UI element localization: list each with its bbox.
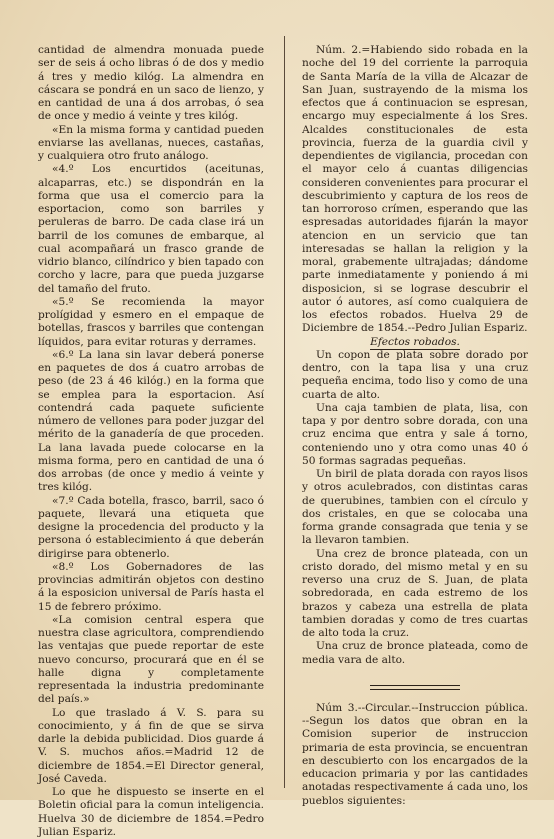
notice-2: Núm. 2.=Habiendo sido robada en la noche del 19 del corriente la parroquia de Santa María de la villa de Alcazar de San Juan, sustrayendo de la misma los efectos que á continuacion se espresan, encargo muy especialmente á los Sres. Alcaldes constitucionales de esta provincia, fuerza de la guardia civil y dependientes de vigilancia, procedan con el mayor celo á cuantas diligencias consideren convenientes para procurar el descubrimiento y captura de los reos de tan horroroso crímen, esperando que las espresadas autoridades fijarán la mayor atencion en un servicio que tan interesadas se hallan la religion y la moral, grabemente ultrajadas; dándome parte inmediatamente y poniendo á mi disposicion, si se lograse descubrir el autor ó autores, así como cualquiera de los efectos robados. Huelva 29 de Diciembre de 1854.--Pedro Julian Espariz. — [302, 44, 528, 335]
paragraph: «7.º Cada botella, frasco, barril, saco ó paquete, llevará una etiqueta que designe la procedencia del producto y la persona ó establecimiento á que deberán dirigirse para obtenerlo. — [38, 494, 264, 560]
stolen-item: Una cruz de bronce plateada, como de media vara de alto. — [302, 640, 528, 666]
stolen-item: Un copon de plata sobre dorado por dentro, con la tapa lisa y una cruz pequeña encima, todo liso y como de una cuarta de alto. — [302, 348, 528, 401]
stolen-item: Una crez de bronce plateada, con un cristo dorado, del mismo metal y en su reverso una cruz de S. Juan, de plata sobredorada, en cada estremo de los brazos y cabeza una estrella de plata tambien doradas y como de tres cuartas de alto toda la cruz. — [302, 547, 528, 639]
paragraph: «6.º La lana sin lavar deberá ponerse en paquetes de dos á cuatro arrobas de peso (de 23 á 46 kilóg.) en la forma que se emplea para la esportacion. Así contendrá cada paquete suficiente número de vellones para poder juzgar del mérito de la ganadería de que proceden. La lana lavada puede colocarse en la misma forma, pero en cantidad de una ó dos arrobas (de once y medio á veinte y tres kilóg. — [38, 348, 264, 494]
paragraph: «5.º Se recomienda la mayor prolígidad y esmero en el empaque de botellas, frascos y barriles que contengan líquidos, para evitar roturas y derrames. — [38, 295, 264, 348]
stolen-item: Un biril de plata dorada con rayos lisos y otros aculebrados, con distintas caras de querubines, tambien con el círculo y dos cristales, en que se colocaba una forma grande consagrada que tenia y se la llevaron tambien. — [302, 468, 528, 547]
notice-3: Núm 3.--Circular.--Instruccion pública. --Segun los datos que obran en la Comision superior de instruccion primaria de esta provincia, se encuentran en descubierto con los encargados de la educacion primaria y por las cantidades anotadas respectivamente á cada uno, los pueblos siguientes: — [302, 701, 528, 807]
paragraph: «La comision central espera que nuestra clase agricultora, comprendiendo las ventajas que puede reportar de este nuevo concurso, procurará que en él se halle digna y completamente representada la industria predominante del país.» — [38, 613, 264, 706]
column-divider — [284, 36, 285, 788]
stolen-item: Una caja tambien de plata, lisa, con tapa y por dentro sobre dorada, con una cruz encima que entra y sale á torno, conteniendo uno y otra como unas 40 ó 50 formas sagradas pequeñas. — [302, 401, 528, 467]
section-rule — [370, 685, 460, 690]
paragraph: «En la misma forma y cantidad pueden enviarse las avellanas, nueces, castañas, y cualquiera otro fruto análogo. — [38, 123, 264, 162]
heading-text: Efectos robados. — [370, 335, 460, 348]
left-column — [38, 44, 264, 839]
paragraph: cantidad de almendra monuada puede ser de seis á ocho libras ó de dos y medio á tres y medio kilóg. La almendra en cáscara se pondrá en un saco de lienzo, y en cantidad de una á dos arrobas, ó sea de once y medio á veinte y tres kilóg. — [38, 44, 264, 123]
paragraph: Lo que he dispuesto se inserte en el Boletin oficial para la comun inteligencia. Huelva 30 de diciembre de 1854.=Pedro Julian Espariz. — [38, 786, 264, 838]
paragraph: «8.º Los Gobernadores de las provincias admitirán objetos con destino á la esposicion universal de París hasta el 15 de febrero próximo. — [38, 560, 264, 613]
paragraph: «4.º Los encurtidos (aceitunas, alcaparras, etc.) se dispondrán en la forma que usa el comercio para la esportacion, como son barriles y peruleras de barro. De cada clase irá un barril de los comunes de embarque, al cual acompañará un frasco grande de vidrio blanco, cilíndrico y bien tapado con corcho y lacre, para que pueda juzgarse del tamaño del fruto. — [38, 163, 264, 295]
right-column — [302, 44, 528, 808]
paragraph: Lo que traslado á V. S. para su conocimiento, y á fin de que se sirva darle la debida publicidad. Dios guarde á V. S. muchos años.=Madrid 12 de diciembre de 1854.=El Director general, José Caveda. — [38, 706, 264, 785]
section-heading — [302, 336, 528, 349]
